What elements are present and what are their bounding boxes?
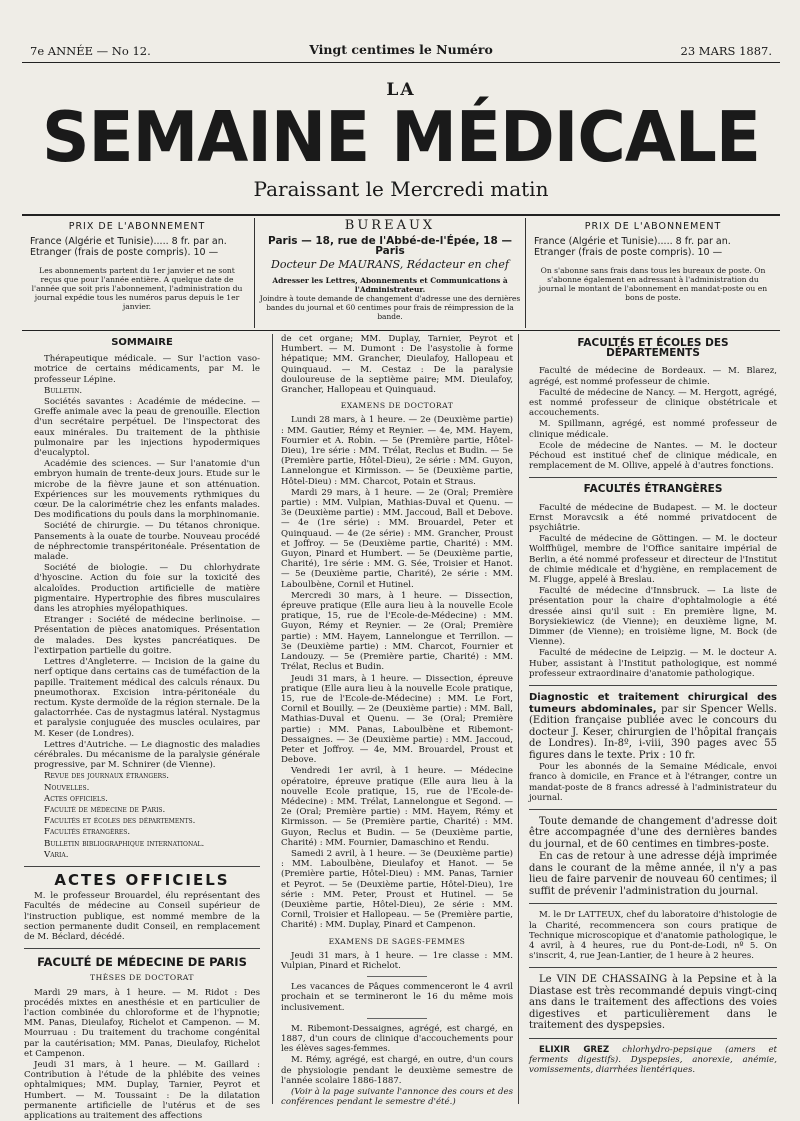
book-title: Diagnostic et traitement chirurgical des tumeurs abdominales,	[529, 692, 777, 715]
address-change-notice: Toute demande de changement d'adresse doit être accompagnée d'une des dernières bandes du journal, et de 60 centimes en timbres-poste.	[529, 815, 777, 850]
book-offer: Pour les abonnés de la Semaine Médicale, envoi franco à domicile, en France et à l'étranger, contre un mandat-poste de 8 francs adressé à l'administrateur du journal.	[529, 762, 777, 803]
boxes-rule	[22, 330, 780, 331]
sommaire-item: Bulletin bibliographique international.	[44, 838, 205, 849]
column-2	[272, 334, 513, 1108]
subscription-box-left	[26, 218, 248, 328]
actes-officiels-heading: ACTES OFFICIELS	[54, 870, 230, 889]
sommaire-item: Revue des journaux étrangers.	[44, 771, 169, 782]
section-rule	[529, 967, 777, 968]
price-france: France (Algérie et Tunisie)..... 8 fr. par an.	[534, 235, 731, 247]
header-rule	[22, 214, 780, 216]
elixir-advertisement	[529, 1045, 777, 1076]
section-rule	[24, 948, 260, 949]
facultes-departements-heading: FACULTÉS ET ÉCOLES DES DÉPARTEMENTS	[577, 337, 729, 360]
news-paragraph: Les vacances de Pâques commenceront le 4 avril prochain et se termineront le 16 du même mois inclusivement.	[281, 982, 513, 1013]
price-abroad: Etranger (frais de poste compris). 10 —	[534, 246, 723, 258]
short-rule	[367, 1018, 427, 1019]
sommaire-item: Bulletin.	[44, 385, 83, 396]
examen-paragraph: Vendredi 1er avril, à 1 heure. — Médecine opératoire, épreuve pratique (Elle aura lieu à la nouvelle Ecole pratique, 15, rue de l'Ecole-de-Médecine) : MM. Trélat, Lannelongue et Segond. — 2e (Oral; Première partie) : MM. Hayem, Rémy et Kirmisson. — 5e (Première partie, Charité) : MM. Guyon, Reclus et Budin. — 5e (Deuxième partie, Charité) : MM. Fournier, Damaschino et Rendu.	[281, 766, 513, 848]
top-rule	[22, 62, 780, 63]
bureaux-address: Paris — 18, rue de l'Abbé-de-l'Épée, 18 — Paris	[268, 234, 512, 257]
masthead-subtitle: Paraissant le Mercredi matin	[253, 177, 549, 201]
course-announcement: M. le Dr LATTEUX, chef du laboratoire d'histologie de la Charité, recommencera son cours pratique de Technique microscopique et d'anatomie pathologique, le 4 avril, à 4 heures, rue du Pont-de-Lodi, nº 5. On s'inscrit, 4, rue Jean-Lantier, de 1 heure à 2 heures.	[529, 910, 777, 962]
faculte-paragraph: Ecole de médecine de Nantes. — M. le docteur Péchoud est institué chef de clinique médicale, en remplacement de M. Ollive, appelé à d'autres fonctions.	[529, 440, 777, 472]
short-rule	[367, 976, 427, 977]
issue-price: Vingt centimes le Numéro	[309, 42, 493, 57]
section-rule	[529, 1038, 777, 1039]
section-rule	[529, 809, 777, 810]
price-abroad: Etranger (frais de poste compris). 10 —	[30, 246, 219, 258]
bureaux-director: Docteur De MAURANS, Rédacteur en chef	[271, 257, 509, 271]
sommaire-heading: SOMMAIRE	[111, 337, 173, 348]
sommaire-item: Thérapeutique médicale. — Sur l'action vaso-motrice de certains médicaments, par M. le professeur Lépine.	[34, 354, 260, 385]
issue-date: 23 MARS 1887.	[680, 44, 772, 58]
bureaux-note-text: Joindre à toute demande de changement d'adresse une des dernières bandes du journal et 60 centimes pour frais de réimpression de la bande.	[259, 294, 521, 321]
column-3	[518, 334, 777, 1104]
subscription-heading: PRIX DE L'ABONNEMENT	[68, 221, 206, 232]
column-1	[24, 334, 260, 1121]
subscription-note: On s'abonne sans frais dans tous les bureaux de poste. On s'abonne également en adressant à l'administration du journal le montant de l'abonnement en mandat-poste ou en bons de poste.	[538, 265, 768, 302]
these-continued: de cet organe; MM. Duplay, Tarnier, Peyrot et Humbert. — M. Dumont : De l'asystolie à forme hépatique; MM. Grancher, Dieulafoy, Hallopeau et Quinquaud. — M. Cestaz : De la paralysie douloureuse de la septième paire; MM. Dieulafoy, Grancher, Hallopeau et Quinquaud.	[281, 334, 513, 396]
faculte-paragraph: Faculté de médecine de Leipzig. — M. le docteur A. Huber, assistant à l'Institut pathologique, est nommé professeur extraordinaire d'anatomie pathologique.	[529, 648, 777, 679]
address-change-notice: En cas de retour à une adresse déjà imprimée dans le courant de la même année, il n'y a pas lieu de faire parvenir de nouveau 60 centimes; il suffit de prévenir l'administration du journal.	[529, 851, 777, 897]
section-rule	[529, 477, 777, 478]
wine-advertisement: Le VIN DE CHASSAING à la Pepsine et à la Diastase est très recommandé depuis vingt-cinq ans dans le traitement des affections des voies digestives et particulièrement dans le traitement des dyspepsies.	[529, 974, 777, 1032]
sommaire-item: Société de chirurgie. — Du tétanos chronique. Pansements à la ouate de tourbe. Nouveau procédé de néphrectomie transpéritonéale. Présentation de malade.	[34, 521, 260, 563]
news-paragraph: M. Ribemont-Dessaignes, agrégé, est chargé, en 1887, d'un cours de clinique d'accouchements pour les élèves sages-femmes.	[281, 1023, 513, 1055]
sommaire-item: Académie des sciences. — Sur l'anatomie d'un embryon humain de trente-deux jours. Etude sur le microbe de la fièvre jaune et son atténuation. Expériences sur les mouvements rythmiques du cœur. De la calorimétrie chez les enfants malades. Des modifications du pouls dans la morphinomanie.	[34, 459, 260, 521]
faculte-paragraph: Faculté de médecine de Göttingen. — M. le docteur Wolffhügel, membre de l'Office sanitaire impérial de Berlin, a été nommé professeur et directeur de l'Institut de chimie médicale et d'hygiène, en remplacement de M. Flugge, appelé à Breslau.	[529, 534, 777, 586]
sages-femmes-paragraph: Jeudi 31 mars, à 1 heure. — 1re classe : MM. Vulpian, Pinard et Richelot.	[281, 950, 513, 971]
sommaire-item: Lettres d'Angleterre. — Incision de la gaine du nerf optique dans certains cas de tuméfaction de la papille. Traitement médical des calculs rénaux. Du pneumothorax. Excision intra-péritonéale du rectum. Kyste dermoïde de la région sternale. De la galactorrhée. Cas de nystagmus latéral. Nystagmus et paralysie conjuguée des muscles oculaires, par M. Keser (de Londres).	[34, 657, 260, 739]
examen-paragraph: Mardi 29 mars, à 1 heure. — 2e (Oral; Première partie) : MM. Vulpian, Mathias-Duval et Quenu. — 3e (Deuxième partie) : MM. Jaccoud, Ball et Debove. — 4e (1re série) : MM. Brouardel, Peter et Quinquaud. — 4e (2e série) : MM. Grancher, Proust et Joffroy. — 5e (Deuxième partie, Charité) : MM. Guyon, Pinard et Humbert. — 5e (Deuxième partie, Charité), 1re série : MM. G. Sée, Troisier et Hanot. — 5e (Deuxième partie, Charité), 2e série : MM. Laboulbène, Cornil et Hutinel.	[281, 487, 513, 590]
faculte-paris-heading: FACULTÉ DE MÉDECINE DE PARIS	[37, 955, 247, 970]
theses-heading: THÈSES DE DOCTORAT	[90, 973, 194, 983]
bureaux-box	[254, 218, 526, 328]
subscription-heading: PRIX DE L'ABONNEMENT	[584, 221, 722, 232]
examen-paragraph: Mercredi 30 mars, à 1 heure. — Dissection, épreuve pratique (Elle aura lieu à la nouvelle Ecole pratique, 15, rue de l'Ecole-de-Médecine) : MM. Guyon, Rémy et Reynier. — 2e (Oral; Première partie) : MM. Hayem, Lannelongue et Terrillon. — 3e (Deuxième partie) : MM. Charcot, Fournier et Landouzy. — 5e (Première partie, Charité) : MM. Trélat, Reclus et Budin.	[281, 590, 513, 673]
section-rule	[529, 903, 777, 904]
sommaire-item: Varia.	[44, 849, 69, 860]
sommaire-item: Nouvelles.	[44, 782, 90, 793]
sommaire-item: Facultés et écoles des départements.	[44, 816, 196, 827]
bureaux-note	[255, 276, 525, 321]
sommaire-item: Facultés étrangères.	[44, 827, 131, 838]
book-announcement	[529, 692, 777, 761]
subscription-note: Les abonnements partent du 1er janvier et ne sont reçus que pour l'année entière. A quelque date de l'année que soit pris l'abonnement, l'administration du journal expédie tous les numéros parus depuis le 1er janvier.	[31, 265, 243, 311]
actes-paragraph: M. le professeur Brouardel, élu représentant des Facultés de médecine au Conseil supérieur de l'instruction publique, est nommé membre de la section permanente dudit Conseil, en remplacement de M. Béclard, décédé.	[24, 891, 260, 942]
faculte-paragraph: M. Spillmann, agrégé, est nommé professeur de clinique médicale.	[529, 419, 777, 440]
examens-heading: EXAMENS DE DOCTORAT	[340, 401, 454, 411]
section-rule	[529, 685, 777, 686]
examen-paragraph: Samedi 2 avril, à 1 heure. — 3e (Deuxième partie) : MM. Laboulbène, Dieulafoy et Hanot. — 5e (Première partie, Hôtel-Dieu) : MM. Panas, Tarnier et Peyrot. — 5e (Deuxième partie, Hôtel-Dieu), 1re série : MM. Peter, Proust et Hutinel. — 5e (Deuxième partie, Hôtel-Dieu), 2e série : MM. Cornil, Troisier et Hallopeau. — 5e (Première partie, Charité) : MM. Duplay, Pinard et Campenon.	[281, 848, 513, 931]
section-rule	[24, 866, 260, 867]
faculte-paragraph: Faculté de médecine de Budapest. — M. le docteur Ernst Moravcsik a été nommé privatdocent de psychiâtrie.	[529, 502, 777, 534]
bureaux-heading: BUREAUX	[344, 218, 436, 233]
faculte-paragraph: Faculté de médecine de Bordeaux. — M. Blarez, agrégé, est nommé professeur de chimie.	[529, 366, 777, 387]
issue-number: 7e ANNÉE — No 12.	[30, 44, 151, 58]
elixir-text: chlorhydro-pepsique (amers et ferments digestifs). Dyspepsies, anorexie, anémie, vomissements, diarrhées lientériques.	[529, 1044, 778, 1076]
sommaire-item: Société de biologie. — Du chlorhydrate d'hyoscine. Action du foie sur la toxicité des alcaloïdes. Production artificielle de matière pigmentaire. Hypertrophie des fibres musculaires dans les atrophies myélopathiques.	[34, 563, 260, 615]
sommaire-item: Faculté de médecine de Paris.	[44, 804, 166, 815]
news-note: (Voir à la page suivante l'annonce des cours et des conférences pendant le semestre d'été.)	[281, 1087, 513, 1108]
subscription-box-right	[530, 218, 776, 328]
sages-femmes-heading: EXAMENS DE SAGES-FEMMES	[328, 936, 466, 946]
book-details: par sir Spencer Wells. (Edition française publiée avec le concours du docteur J. Keser, chirurgien de l'hôpital français de Londres). In-8º, i-viii, 390 pages avec 55 figures dans le texte. Prix : 10 fr.	[529, 703, 777, 761]
sommaire-item: Etranger : Société de médecine berlinoise. — Présentation de pièces anatomiques. Présentation de malades. Des kystes pancréatiques. De l'extirpation partielle du goitre.	[34, 615, 260, 656]
faculte-paragraph: Faculté de médecine de Nancy. — M. Hergott, agrégé, est nommé professeur de clinique obstétricale et accouchements.	[529, 387, 777, 419]
issue-line	[22, 42, 780, 60]
newspaper-page	[22, 22, 780, 1121]
news-paragraph: M. Rémy, agrégé, est chargé, en outre, d'un cours de physiologie pendant le deuxième semestre de l'année scolaire 1886-1887.	[281, 1055, 513, 1086]
sommaire-item: Lettres d'Autriche. — Le diagnostic des maladies cérébrales. Du mécanisme de la paralysie générale progressive, par M. Schnirer (de Vienne).	[34, 739, 260, 771]
elixir-title: ELIXIR GREZ	[539, 1044, 610, 1055]
these-paragraph: Mardi 29 mars, à 1 heure. — M. Ridot : Des procédés mixtes en anesthésie et en particulier de l'action combinée du chloroforme et de l'hypnotie; MM. Panas, Dieulafoy, Richelot et Campenon. — M. Mourruau : Du traitement du trachome congénital par la cautérisation; MM. Panas, Dieulafoy, Richelot et Campenon.	[24, 987, 260, 1059]
examen-paragraph: Lundi 28 mars, à 1 heure. — 2e (Deuxième partie) : MM. Gautier, Rémy et Reynier. — 4e, MM. Hayem, Fournier et A. Robin. — 5e (Première partie, Hôtel-Dieu), 1re série : MM. Trélat, Reclus et Budin. — 5e (Première partie, Hôtel-Dieu), 2e série : MM. Guyon, Lannelongue et Kirmisson. — 5e (Deuxième partie, Hôtel-Dieu) : MM. Charcot, Potain et Straus.	[281, 415, 513, 487]
sommaire-item: Sociétés savantes : Académie de médecine. — Greffe animale avec la peau de grenouille. Election d'un secrétaire perpétuel. De l'inspectorat des eaux minérales. Du traitement de la phthisie pulmonaire par les injections hypodermiques d'eucalyptol.	[34, 397, 260, 459]
these-paragraph: Jeudi 31 mars, à 1 heure. — M. Gaillard : Contribution à l'étude de la phlébite des veines ophtalmiques; MM. Duplay, Tarnier, Peyrot et Humbert. — M. Toussaint : De la dilatation permanente artificielle de l'utérus et de ses applications au traitement des affections	[24, 1060, 260, 1121]
faculte-paragraph: Faculté de médecine d'Innsbruck. — La liste de présentation pour la chaire d'ophtalmologie a été dressée ainsi qu'il suit : En première ligne, M. Borysiekiewicz (de Vienne); en deuxième ligne, M. Dimmer (de Vienne); en troisième ligne, M. Bock (de Vienne).	[529, 586, 777, 648]
masthead-title: SEMAINE MÉDICALE	[42, 97, 760, 178]
price-france: France (Algérie et Tunisie)..... 8 fr. par an.	[30, 235, 227, 247]
examen-paragraph: Jeudi 31 mars, à 1 heure. — Dissection, épreuve pratique (Elle aura lieu à la nouvelle Ecole pratique, 15, rue de l'Ecole-de-Médecine) : MM. Le Fort, Cornil et Bouilly. — 2e (Deuxième partie) : MM. Ball, Mathias-Duval et Quenu. — 3e (Oral; Première partie) : MM. Panas, Laboulbène et Ribemont-Dessaignes. — 3e (Deuxième partie) : MM. Jaccoud, Peter et Joffroy. — 4e, MM. Brouardel, Proust et Debove.	[281, 673, 513, 766]
facultes-etrangeres-heading: FACULTÉS ÉTRANGÈRES	[583, 483, 723, 496]
masthead-article: LA	[386, 80, 416, 100]
bureaux-note-bold: Adresser les Lettres, Abonnements et Communications à l'Administrateur.	[272, 276, 508, 294]
sommaire-item: Actes officiels.	[44, 793, 108, 804]
